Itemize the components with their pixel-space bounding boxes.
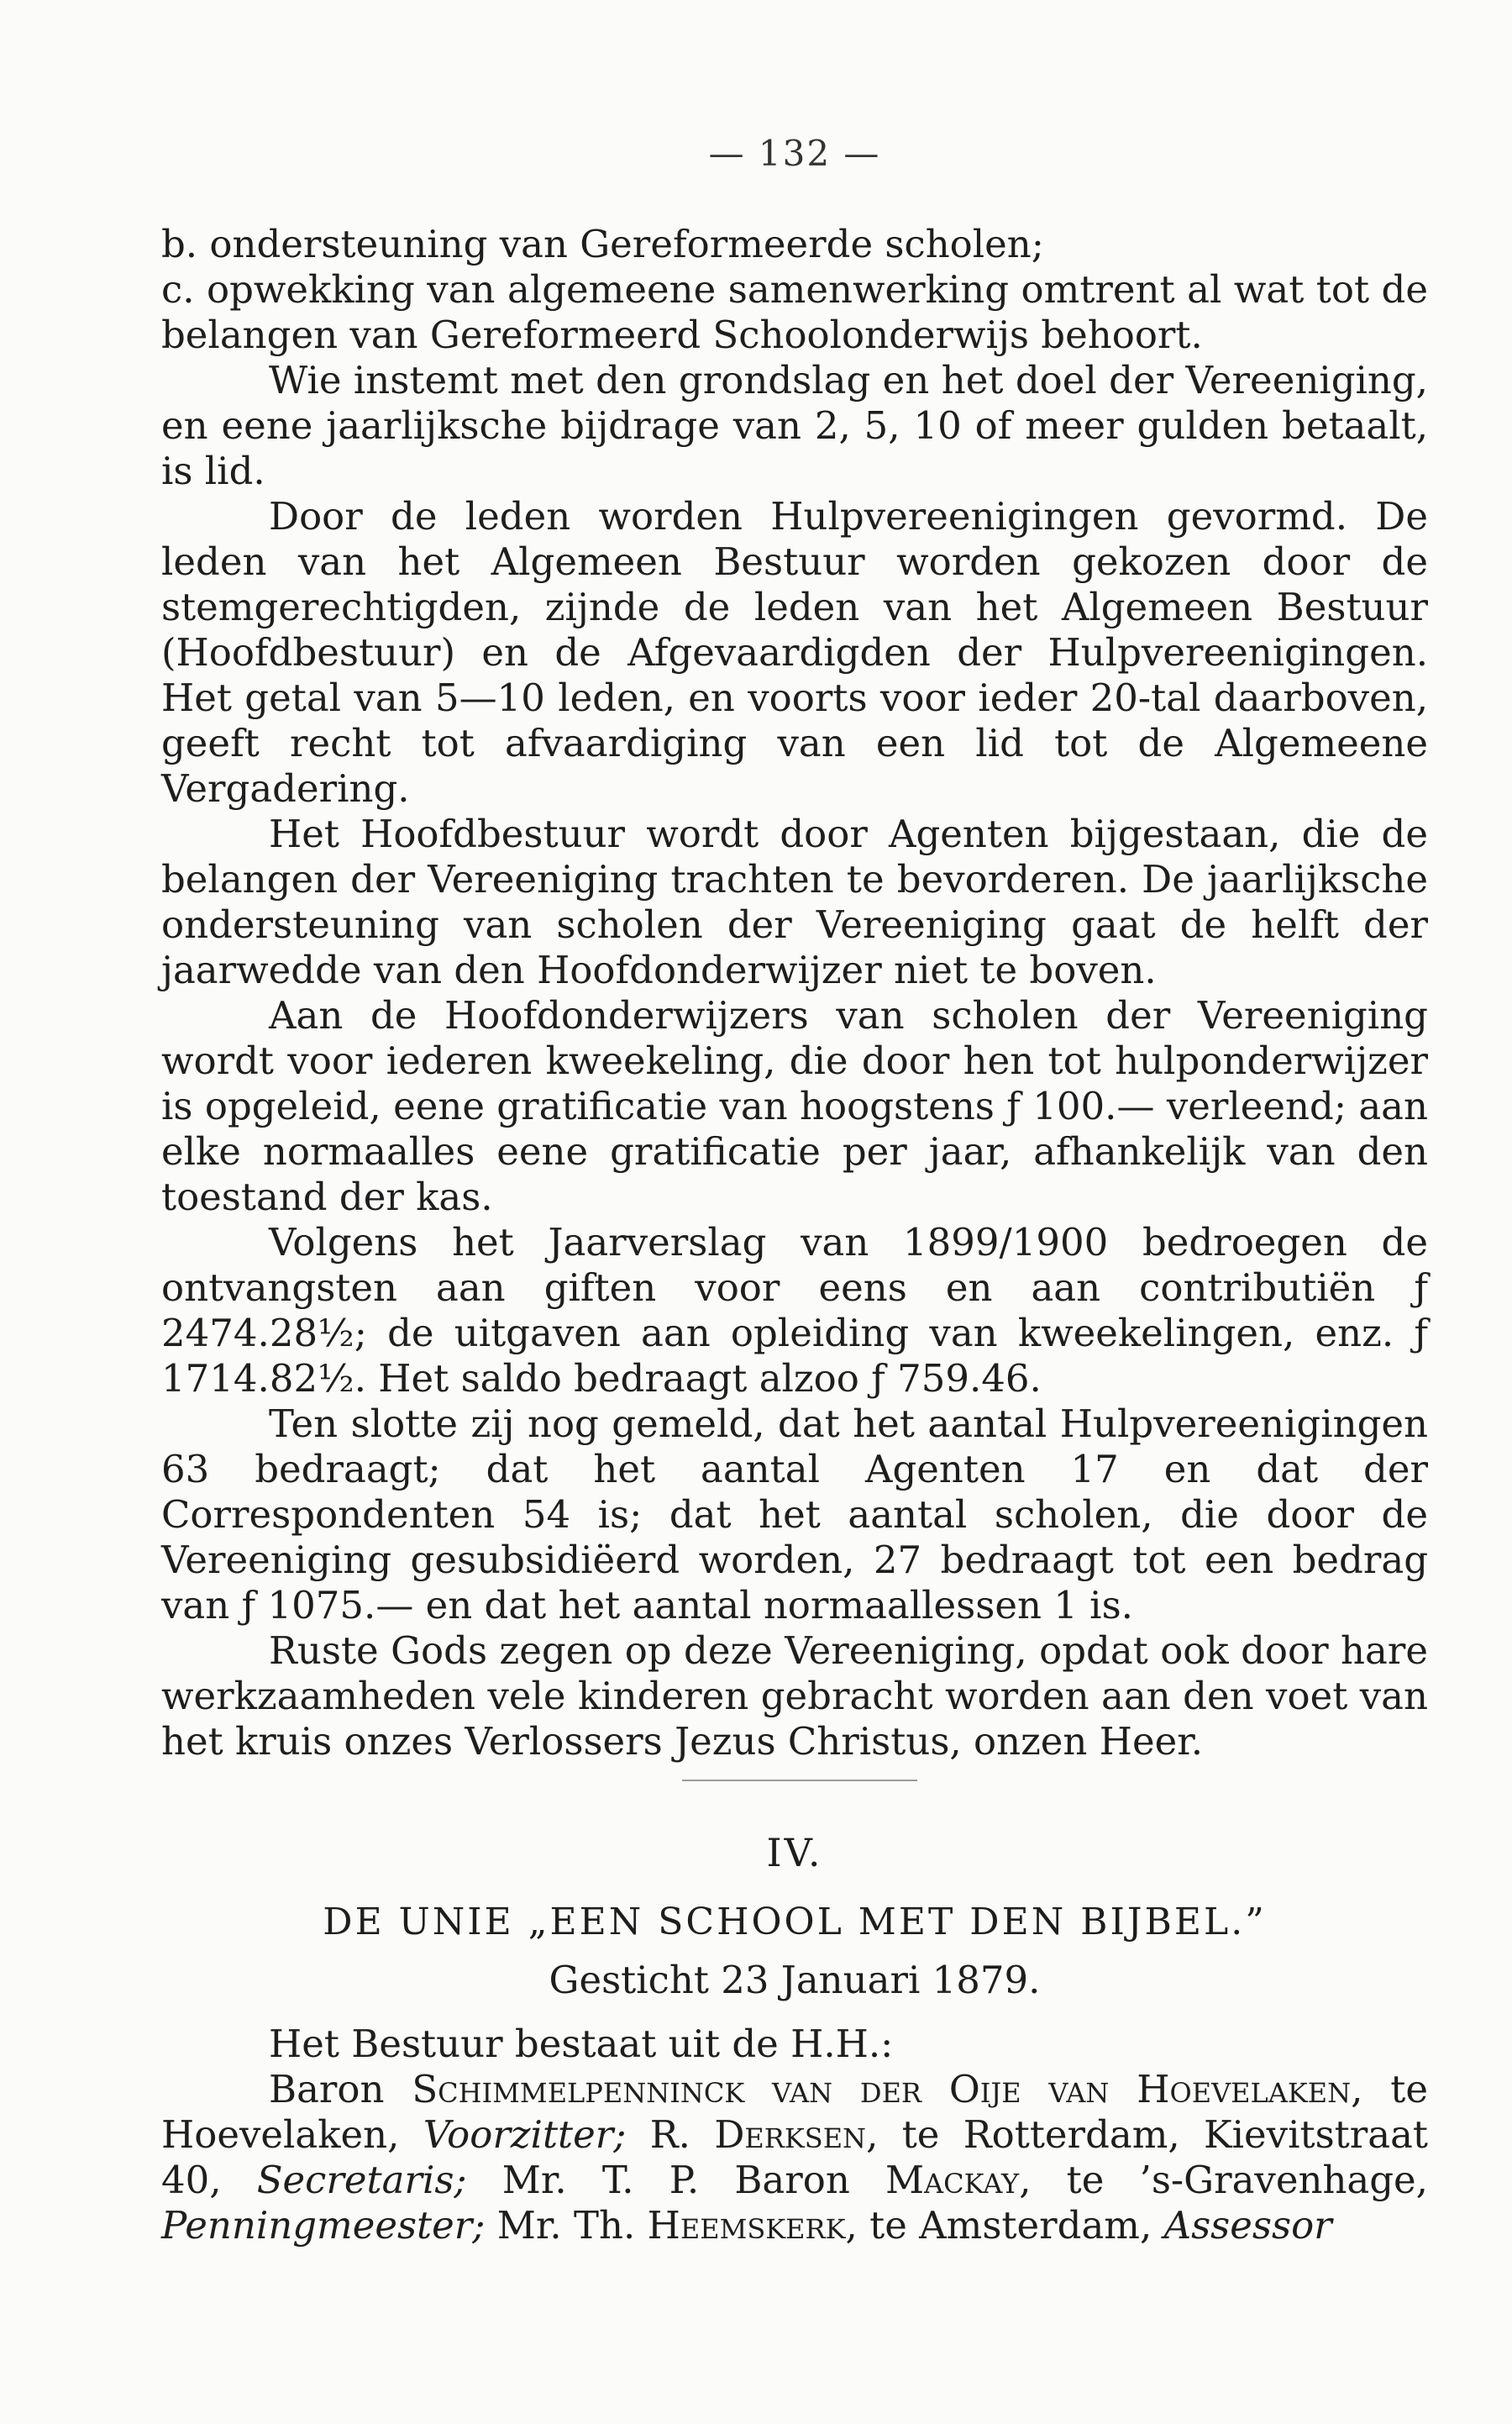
role-treasurer: Penningmeester; — [161, 2203, 486, 2248]
board-text: Mr. Th. — [485, 2203, 648, 2248]
section-founded: Gesticht 23 Januari 1879. — [549, 1958, 1041, 2002]
board-text: Baron — [269, 2067, 412, 2111]
board-text: , te Amsterdam, — [845, 2203, 1164, 2248]
board-section — [161, 2022, 1428, 2248]
board-intro: Het Bestuur bestaat uit de H.H.: — [269, 2022, 894, 2066]
paragraph-organisation: Door de leden worden Hulpvereenigingen gevormd. De leden van het Algemeen Bestuur worden gekozen door de stemgerechtigden, zijnde de leden van het Algemeen Bestuur (Hoofdbestuur) en de Afgevaardigden der Hulpvereenigingen. Het getal van 5—10 leden, en voorts voor ieder 20-tal daarboven, geeft recht tot afvaardiging van een lid tot de Algemeene Vergadering. — [161, 494, 1428, 811]
document-page — [161, 0, 1428, 2424]
page-number: — 132 — — [708, 133, 881, 174]
paragraph-agents: Het Hoofdbestuur wordt door Agenten bijgestaan, die de belangen der Vereeniging trachten te bevorderen. De jaarlijksche ondersteuning van scholen der Vereeniging gaat de helft der jaarwedde van den Hoofdonderwijzer niet te boven. — [161, 812, 1428, 992]
section-title: DE UNIE „EEN SCHOOL MET DEN BIJBEL.” — [323, 1901, 1267, 1943]
section-divider — [682, 1780, 917, 1781]
member-name-secretary: Derksen — [714, 2112, 867, 2157]
member-name-chairman: Schimmelpenninck van der Oije van Hoevelaken — [412, 2067, 1352, 2111]
board-text: , te ’s-Gravenhage, — [1019, 2158, 1428, 2202]
board-text: , te Rotterdam, Kievitstraat 40, — [161, 2112, 1429, 2202]
board-text: Mr. T. P. Baron — [466, 2158, 885, 2202]
paragraph-blessing: Ruste Gods zegen op deze Vereeniging, opdat ook door hare werkzaamheden vele kinderen gebracht worden aan den voet van het kruis onzes Verlossers Jezus Christus, onzen Heer. — [161, 1628, 1428, 1764]
role-assessor: Assessor — [1163, 2203, 1332, 2248]
paragraph-finances: Volgens het Jaarverslag van 1899/1900 bedroegen de ontvangsten aan giften voor eens en aan contributiën ƒ 2474.28½; de uitgaven aan opleiding van kweekelingen, enz. ƒ 1714.82½. Het saldo bedraagt alzoo ƒ 759.46. — [161, 1220, 1428, 1401]
board-text: R. — [626, 2112, 715, 2157]
paragraph-gratification: Aan de Hoofdonderwijzers van scholen der Vereeniging wordt voor iederen kweekeling, die door hen tot hulponderwijzer is opgeleid, eene gratificatie van hoogstens ƒ 100.— verleend; aan elke normaalles eene gratificatie per jaar, afhankelijk van den toestand der kas. — [161, 993, 1428, 1219]
paragraph-membership: Wie instemt met den grondslag en het doel der Vereeniging, en eene jaarlijksche bijdrage van 2, 5, 10 of meer gulden betaalt, is lid. — [161, 358, 1428, 493]
board-text: , te Hoevelaken, — [161, 2067, 1429, 2157]
section-numeral: IV. — [766, 1830, 823, 1875]
body-text — [161, 222, 1428, 1764]
role-secretary: Secretaris; — [256, 2158, 467, 2202]
paragraph-statistics: Ten slotte zij nog gemeld, dat het aantal Hulpvereenigingen 63 bedraagt; dat het aantal Agenten 17 en dat der Correspondenten 54 is; dat het aantal scholen, die door de Vereeniging gesubsidiëerd worden, 27 bedraagt tot een bedrag van ƒ 1075.— en dat het aantal normaallessen 1 is. — [161, 1401, 1428, 1627]
role-chairman: Voorzitter; — [423, 2112, 627, 2157]
board-members — [161, 2067, 1428, 2248]
member-name-assessor: Heemskerk — [647, 2203, 846, 2248]
member-name-treasurer: Mackay — [885, 2158, 1020, 2202]
paragraph-b: b. ondersteuning van Gereformeerde scholen; — [161, 222, 1044, 266]
paragraph-c: c. opwekking van algemeene samenwerking omtrent al wat tot de belangen van Gereformeerd Schoolonderwijs behoort. — [161, 267, 1428, 357]
